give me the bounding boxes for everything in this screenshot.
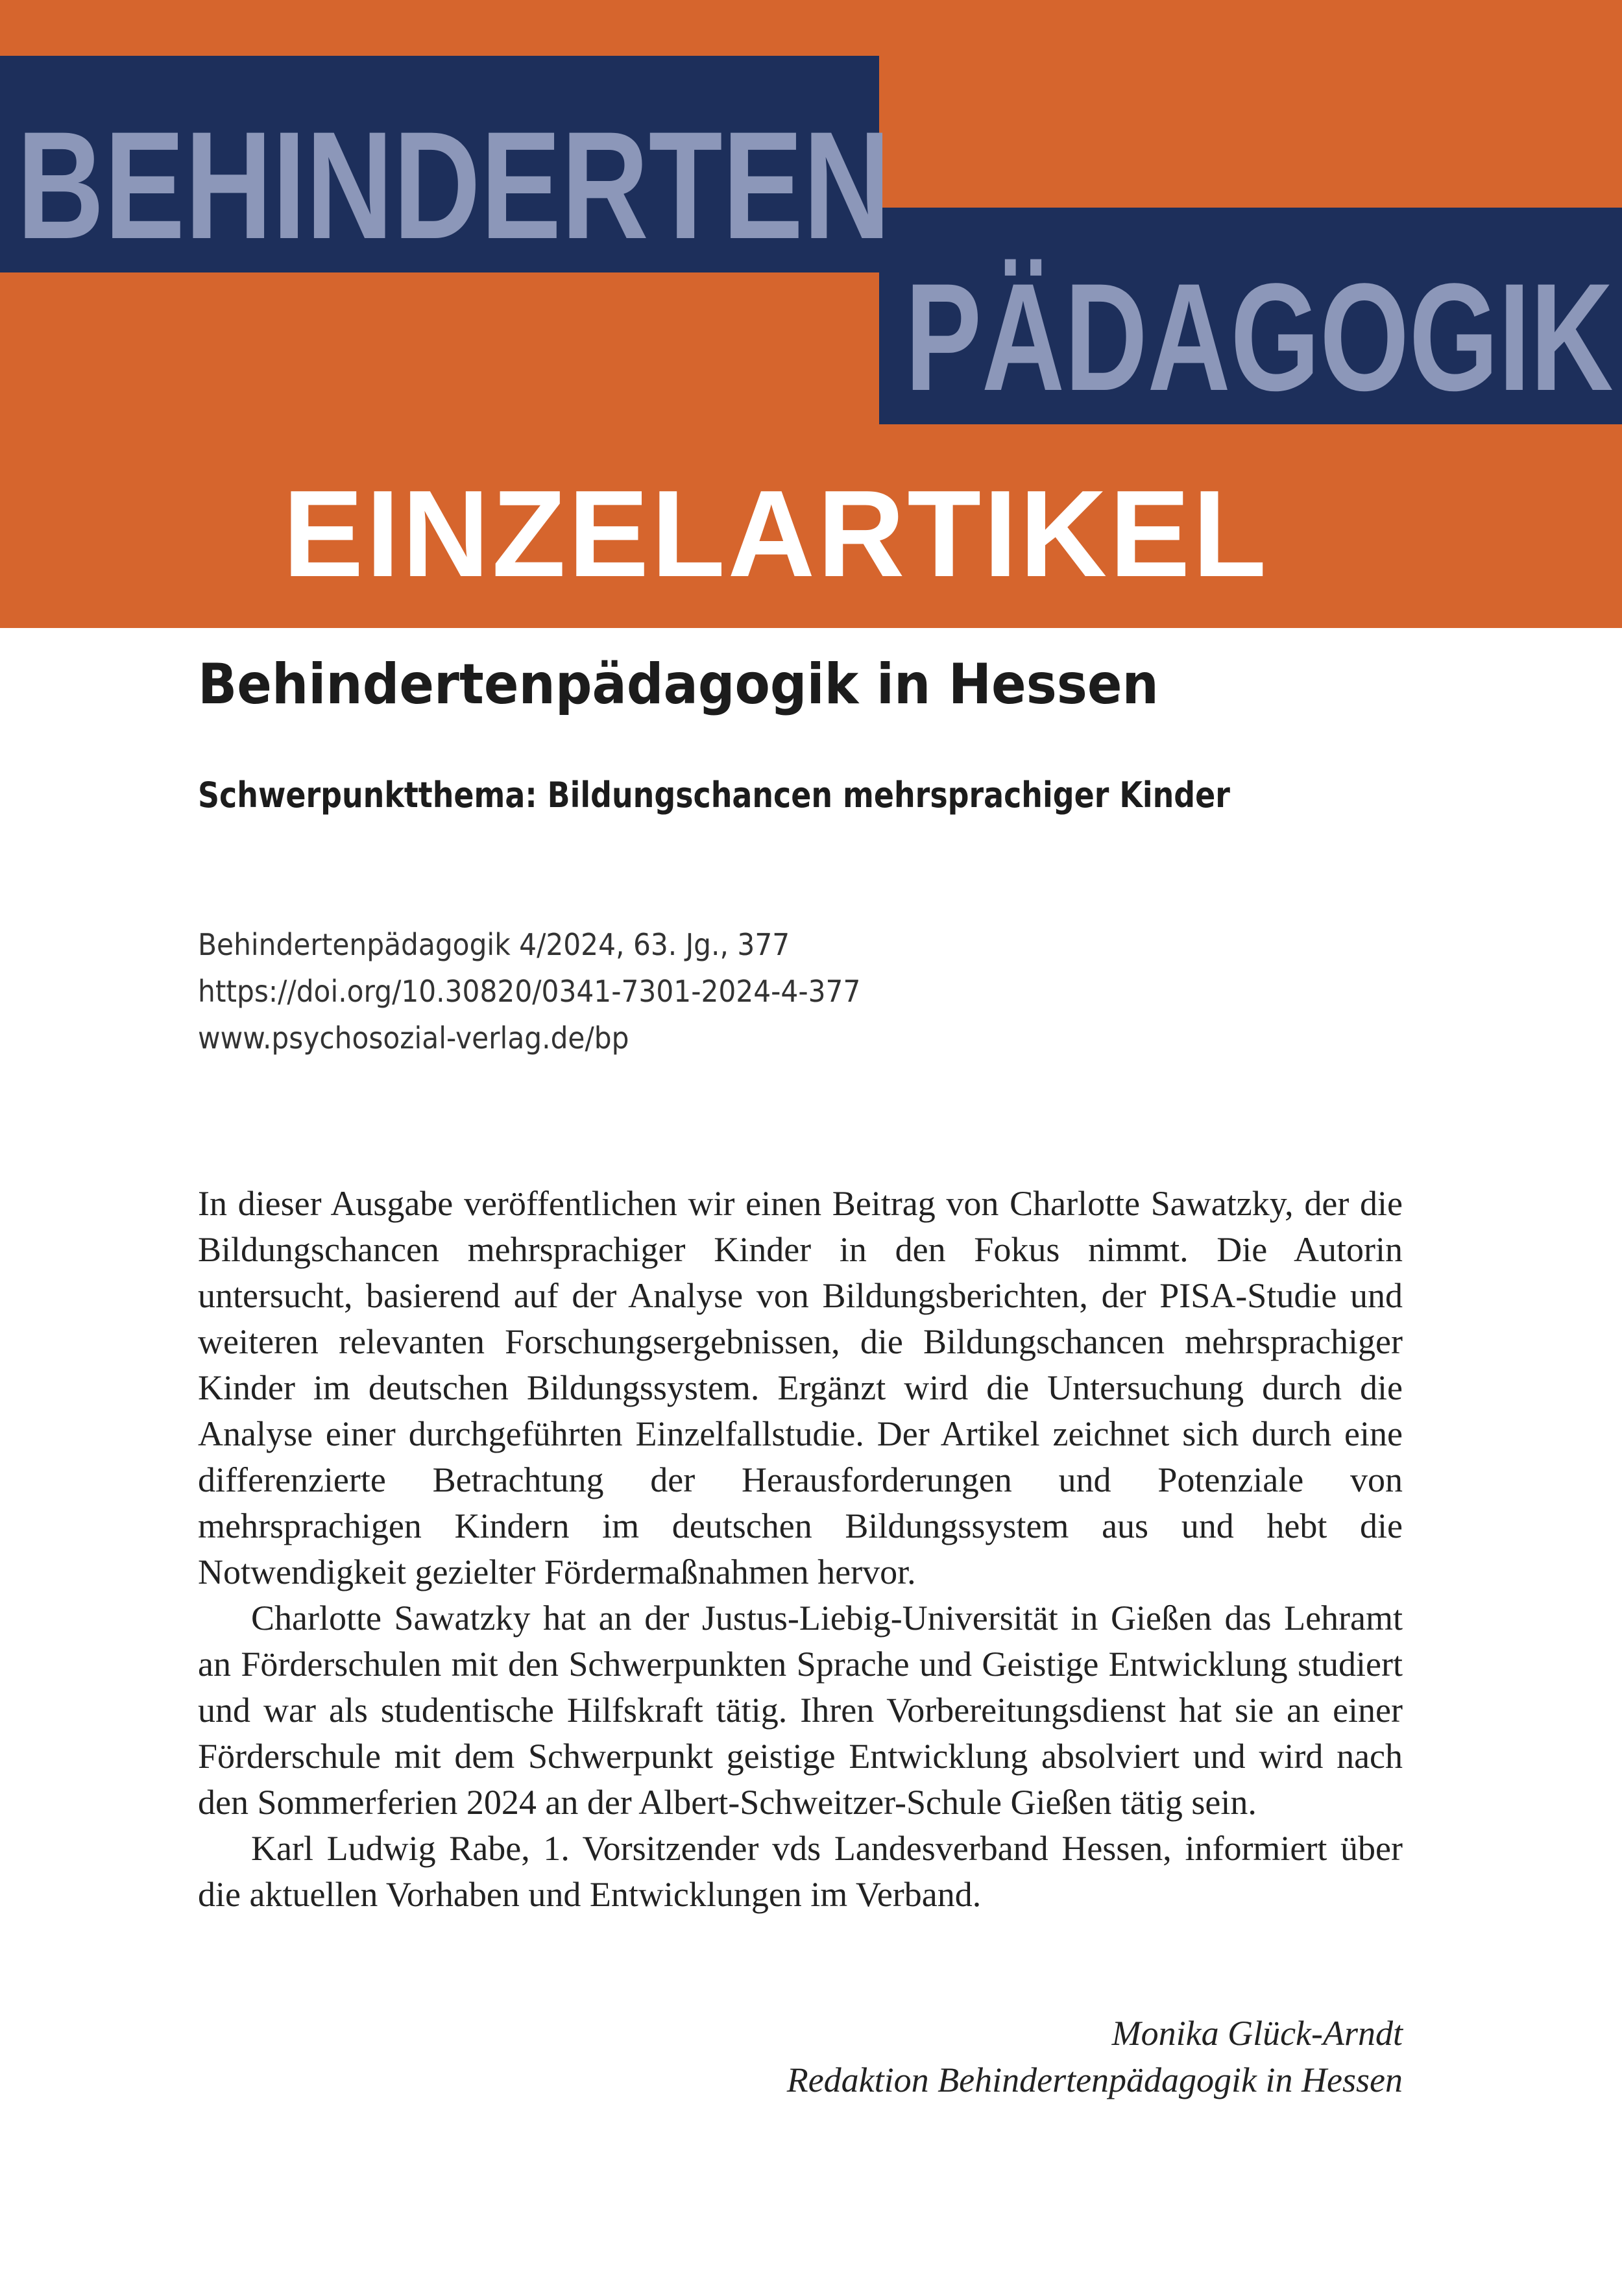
paragraph: Charlotte Sawatzky hat an der Justus-Liebig-Universität in Gießen das Lehramt an Förderschulen mit den Schwerpunkten Sprache und Geistige Entwicklung studiert und war als studentische Hilfskraft tätig. Ihren Vorbereitungsdienst hat sie an einer Förderschule mit dem Schwerpunkt geistige Entwicklung absolviert und wird nach den Sommerferien 2024 an der Albert-Schweitzer-Schule Gießen tätig sein.	[198, 1599, 1403, 1822]
article-title: Behindertenpädagogik in Hessen	[198, 652, 1159, 717]
signature-name: Monika Glück-Arndt	[1111, 2014, 1403, 2053]
doi-link[interactable]: https://doi.org/10.30820/0341-7301-2024-4-377	[198, 974, 861, 1009]
citation-block	[198, 921, 860, 1061]
article-body	[198, 1181, 1403, 1918]
article-subtitle: Schwerpunktthema: Bildungschancen mehrsprachiger Kinder	[198, 775, 1230, 816]
journal-name-line1: BEHINDERTEN	[17, 100, 891, 271]
masthead	[0, 0, 1622, 628]
article-type-label: EINZELARTIKEL	[283, 465, 1269, 603]
signature-role: Redaktion Behindertenpädagogik in Hessen	[786, 2060, 1403, 2099]
paragraph: Karl Ludwig Rabe, 1. Vorsitzender vds Landesverband Hessen, informiert über die aktuellen Vorhaben und Entwicklungen im Verband.	[198, 1829, 1403, 1914]
journal-name-line2: PÄDAGOGIK	[905, 252, 1614, 423]
signature	[787, 2010, 1403, 2103]
paragraph: In dieser Ausgabe veröffentlichen wir einen Beitrag von Charlotte Sawatzky, der die Bildungschancen mehrsprachiger Kinder in den Fokus nimmt. Die Autorin untersucht, basierend auf der Analyse von Bildungsberichten, der PISA-Studie und weiteren relevanten Forschungsergebnissen, die Bildungschancen mehrsprachiger Kinder im deutschen Bildungssystem. Ergänzt wird die Untersuchung durch die Analyse einer durchgeführten Einzelfallstudie. Der Artikel zeichnet sich durch eine differenzierte Betrachtung der Herausforderungen und Potenziale von mehrsprachigen Kindern im deutschen Bildungssystem aus und hebt die Notwendigkeit gezielter Fördermaßnahmen hervor.	[198, 1184, 1403, 1591]
website-link[interactable]: www.psychosozial-verlag.de/bp	[198, 1021, 629, 1056]
citation: Behindertenpädagogik 4/2024, 63. Jg., 377	[198, 927, 790, 962]
